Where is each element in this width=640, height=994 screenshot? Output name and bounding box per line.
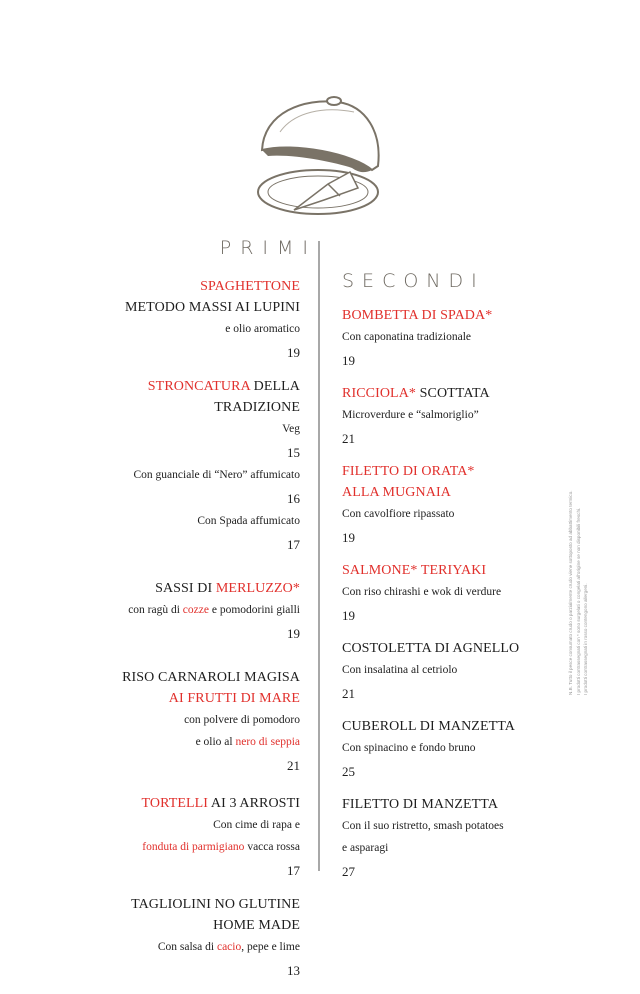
dish-name: SALMONE* TERIYAKI — [342, 563, 487, 578]
dish-name-highlight: TORTELLI — [141, 796, 209, 811]
desc-post: vacca rossa — [244, 841, 300, 853]
dish-name-highlight: MERLUZZO* — [215, 581, 300, 596]
desc-highlight: nero di seppia — [235, 736, 300, 748]
dish-name-line: METODO MASSI AI LUPINI — [124, 300, 300, 315]
dish-price: 21 — [342, 431, 355, 446]
menu-item — [342, 305, 582, 372]
menu-item — [342, 794, 582, 883]
variant-description: Veg — [282, 423, 300, 435]
variant-price: 15 — [287, 445, 300, 460]
dish-price: 19 — [342, 353, 355, 368]
menu-item — [342, 461, 582, 549]
note-line: I prodotti contrassegnati con * sono surgelati o congelati all'origine se non disponibili freschi. — [575, 507, 581, 695]
desc-highlight: fonduta di parmigiano — [142, 841, 245, 853]
desc-pre: e olio al — [195, 736, 236, 748]
dish-description: Con caponatina tradizionale — [342, 331, 472, 343]
dish-price: 19 — [342, 608, 355, 623]
dish-price: 19 — [342, 530, 355, 545]
dish-description-line — [60, 836, 300, 858]
dish-description: e olio aromatico — [225, 323, 300, 335]
dish-name: COSTOLETTA DI AGNELLO — [342, 641, 520, 656]
dish-name: SPAGHETTONE — [200, 279, 300, 294]
dish-name-rest: AI 3 ARROSTI — [208, 796, 300, 811]
dish-name: CUBEROLL DI MANZETTA — [342, 719, 516, 734]
dish-name-highlight: STRONCATURA — [147, 379, 251, 394]
dish-price: 19 — [287, 345, 300, 360]
dish-name: FILETTO DI MANZETTA — [342, 797, 499, 812]
dish-description-line — [60, 731, 300, 753]
dish-name: FILETTO DI ORATA* — [342, 464, 475, 479]
desc-post: e pomodorini gialli — [208, 604, 300, 616]
variant-description: Con Spada affumicato — [197, 515, 300, 527]
dish-description: Con spinacino e fondo bruno — [342, 742, 476, 754]
secondi-title: SECONDI — [342, 270, 485, 292]
dish-name: TAGLIOLINI NO GLUTINE — [131, 897, 300, 912]
dish-description: Con il suo ristretto, smash potatoes — [342, 820, 504, 832]
dish-name — [60, 376, 300, 397]
dish-name — [60, 793, 300, 814]
dish-name-highlight: AI FRUTTI DI MARE — [168, 691, 300, 706]
dish-description: Con cime di rapa e — [213, 819, 300, 831]
dish-name-highlight: RICCIOLA* — [342, 386, 417, 401]
dish-name-line: HOME MADE — [213, 918, 300, 933]
dish-description: Con riso chirashi e wok di verdure — [342, 586, 502, 598]
menu-item — [342, 560, 582, 627]
column-divider — [318, 241, 320, 871]
dish-name-line: TRADIZIONE — [214, 400, 300, 415]
note-line: N.B. Tutto il pesce consumato crudo o parzialmente crudo viene sottoposto ad abbattimento termico. — [567, 490, 573, 695]
desc-pre: con ragù di — [128, 604, 183, 616]
menu-item — [60, 578, 300, 645]
dish-description: Microverdure e “salmoriglio” — [342, 409, 479, 421]
desc-post: , pepe e lime — [241, 941, 300, 953]
desc-highlight: cacio — [216, 941, 242, 953]
dish-name: RISO CARNAROLI MAGISA — [122, 670, 300, 685]
dish-price: 19 — [287, 626, 300, 641]
primi-title: PRIMI — [219, 237, 317, 259]
menu-item — [60, 793, 300, 882]
desc-highlight: cozze — [182, 604, 209, 616]
dish-name — [342, 383, 582, 404]
dish-description: Con insalatina al cetriolo — [342, 664, 458, 676]
dish-description-line: e asparagi — [342, 842, 389, 854]
dish-description — [60, 936, 300, 958]
menu-item — [60, 376, 300, 556]
dish-price: 21 — [287, 758, 300, 773]
variant-price: 17 — [287, 537, 300, 552]
menu-item — [342, 638, 582, 705]
cloche-icon — [254, 92, 388, 222]
dish-price: 21 — [342, 686, 355, 701]
dish-description — [60, 599, 300, 621]
menu-item — [60, 276, 300, 364]
variant-price: 16 — [287, 491, 300, 506]
dish-description: con polvere di pomodoro — [184, 714, 300, 726]
menu-item — [342, 383, 582, 450]
cloche-illustration — [254, 92, 388, 222]
dish-name: BOMBETTA DI SPADA* — [342, 308, 493, 323]
allergen-note — [567, 415, 590, 695]
secondi-list — [342, 305, 582, 894]
menu-item — [60, 667, 300, 777]
primi-list — [60, 276, 300, 994]
note-line: I prodotti contrassegnati in rosso contengono allergeni. — [582, 583, 588, 695]
dish-name-line: ALLA MUGNAIA — [342, 485, 451, 500]
dish-description: Con cavolfiore ripassato — [342, 508, 455, 520]
dish-name-rest: SCOTTATA — [416, 386, 490, 401]
variant-description: Con guanciale di “Nero” affumicato — [133, 469, 300, 481]
dish-name — [60, 578, 300, 599]
menu-item — [342, 716, 582, 783]
desc-pre: Con salsa di — [157, 941, 217, 953]
dish-name-rest: DELLA — [250, 379, 300, 394]
dish-price: 13 — [287, 963, 300, 978]
dish-price: 25 — [342, 764, 355, 779]
dish-price: 27 — [342, 864, 355, 879]
dish-price: 17 — [287, 863, 300, 878]
menu-item — [60, 894, 300, 982]
dish-name-pre: SASSI DI — [155, 581, 216, 596]
